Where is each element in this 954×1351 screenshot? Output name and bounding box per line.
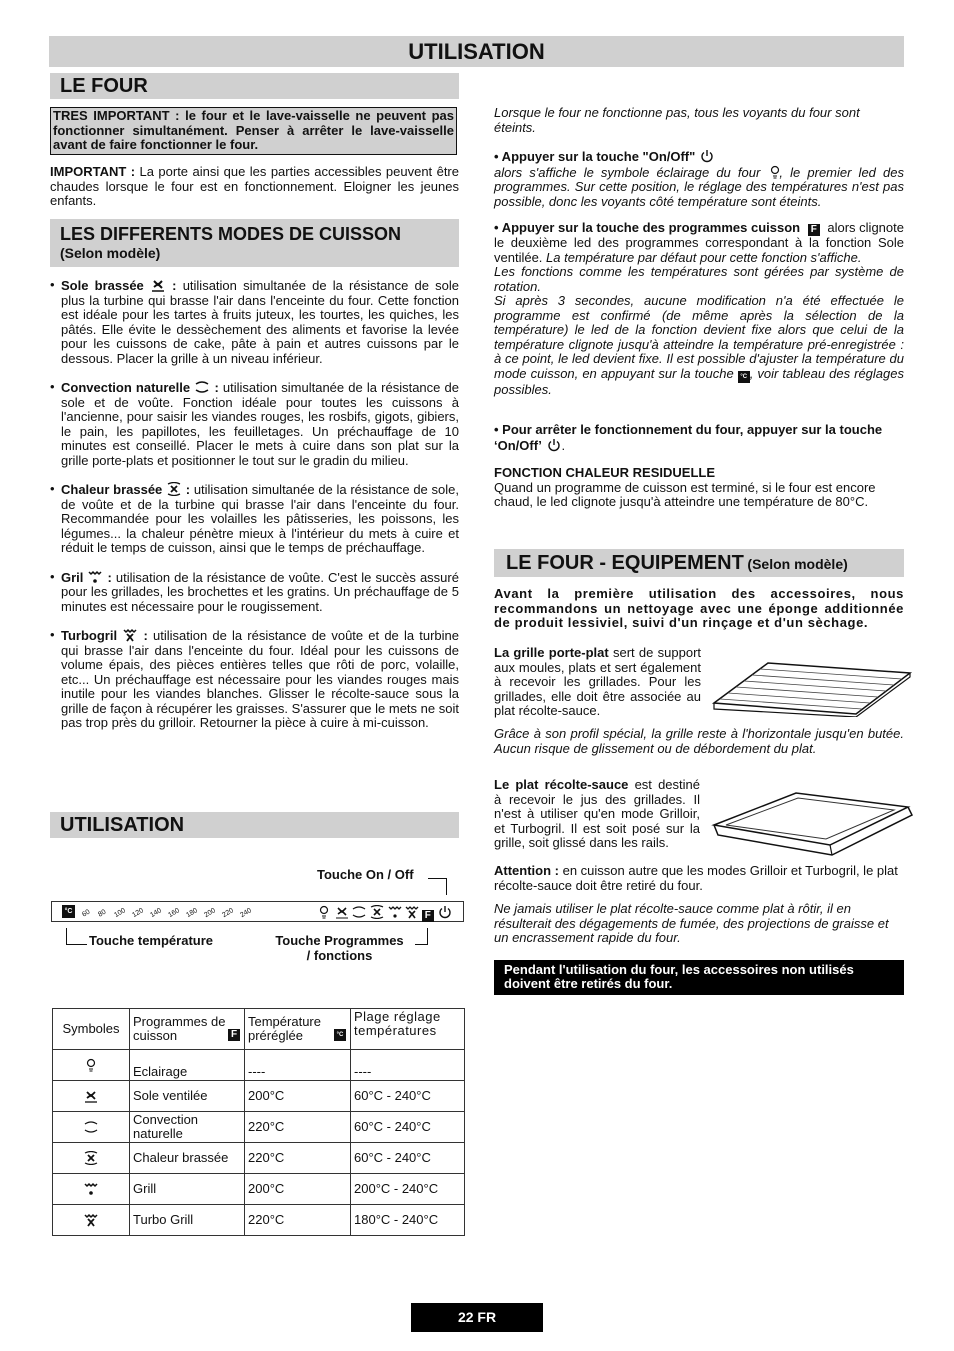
temp-cell: 200°C (245, 1174, 351, 1205)
sole-ventilee-icon (334, 905, 348, 919)
temp-cell: 220°C (245, 1143, 351, 1174)
temp-140: 140 (149, 907, 163, 920)
bullet: • (50, 277, 55, 292)
attention-paragraph (494, 864, 904, 893)
header-symboles: Symboles (53, 1009, 130, 1050)
residuelle-block (494, 466, 904, 510)
header-temperature (245, 1009, 351, 1050)
temp-160: 160 (167, 907, 181, 920)
attention-label: Attention : (494, 863, 559, 878)
onoff-text-a: alors s'affiche le symbole éclairage du four (494, 164, 761, 180)
stop-end: . (561, 437, 566, 453)
symbol-cell (53, 1050, 130, 1081)
prog-cell: Convection naturelle (130, 1112, 245, 1143)
mode-chaleur-brassee: • Chaleur brassée : utilisation simultanée de la résistance de sole, de voûte et de la turbine qui brasse l'air dans l'enceinte du four. Recommandée pour les volailles les pâtisseries, les poissons, les légumes... la chaleur pénètre mieux à l'intérieur du mets à cuire et réduit le temps de cuisson, ainsi que le temps de préchauffage. (50, 481, 459, 555)
mode-text: utilisation de la résistance de voûte et de la turbine qui brasse l'air dans l'enceinte du four. Idéal pour les cuissons de volume épais, des pièces entières telles que rôti de porc, volaille, etc... Un préchauffage est nécessaire pour les viandes rouges mais inutile pour les viandes blanches. Glisser le récolte-sauce sous la grille de façon à récupérer les graisses. S'assurer que le mets ne soit pas trop près du grilloir. Retourner la pièce à cuire à mi-cuisson. (61, 628, 459, 730)
intro-paragraph: Lorsque le four ne fonctionne pas, tous les voyants du four sont éteints. (494, 105, 860, 135)
program-icons (316, 905, 451, 919)
convection-icon (351, 905, 365, 919)
le-four-title: LE FOUR (50, 73, 459, 99)
programmes-pointer (415, 928, 428, 945)
onoff-paragraph (494, 149, 904, 209)
bullet: • (50, 568, 55, 584)
turbo-grill-icon (404, 905, 418, 919)
important-paragraph (50, 165, 459, 209)
attention-text: en cuisson autre que les modes Grilloir et Turbogril, le plat récolte-sauce doit être retiré du four. (494, 863, 898, 893)
table-row (53, 1050, 465, 1081)
table-row (53, 1112, 465, 1143)
lamp-icon (83, 1058, 99, 1072)
equipement-title-box (494, 549, 904, 577)
prog-italic-2: Les fonctions comme les températures sont gérées par système de rotation. (494, 264, 904, 294)
grille-illustration (708, 659, 913, 717)
stop-instruction: • Pour arrêter le fonctionnement du four, appuyer sur la touche ‘On/Off’ (494, 422, 883, 453)
range-cell: 60°C - 240°C (351, 1081, 465, 1112)
plat-label: Le plat récolte-sauce (494, 777, 629, 792)
temp-60: 60 (81, 908, 92, 919)
residuelle-title: FONCTION CHALEUR RESIDUELLE (494, 465, 715, 480)
equipement-subtitle: (Selon modèle) (747, 556, 848, 572)
grill-icon (83, 1182, 99, 1196)
symbol-cell (53, 1081, 130, 1112)
mode-convection: • Convection naturelle : utilisation simultanée de la résistance de sole et de voûte. Fonction idéale pour toutes les cuissons à l'ancienne, pour saisir les viandes rouges, les rosbifs, gigots, gibiers, le pain, les papillotes, les feuilletages. Un préchauffage de 10 minutes est conseillé. Placer le mets à cuire dans son plat sur la grille porte-plats et positionner le tout sur le gradin du milieu. (50, 379, 459, 468)
prog-cell: Grill (130, 1174, 245, 1205)
range-cell: 60°C - 240°C (351, 1112, 465, 1143)
plat-text: est destiné à recevoir le jus des grillades. Il n'est à utiliser qu'en mode Grilloir, et Turbogril. Il est soit posé sur la grille, soit glissé dans les rails. (494, 777, 700, 850)
temp-220: 220 (221, 907, 235, 920)
mode-name: Chaleur brassée (61, 482, 163, 497)
mode-text: utilisation simultanée de la résistance de sole et de voûte. Fonction idéale pour toutes les cuissons à l'ancienne, pour saisir les viandes rouges, les rosbifs, gigots, gibiers, le pain, les papillotes, les feuilletages. Un préchauffage de 10 minutes est conseillé. Placer le mets à cuire dans son plat sur la grille porte-plats et positionner le tout sur le gradin du milieu. (61, 380, 459, 468)
prog-cell: Eclairage (130, 1050, 245, 1081)
table-row (53, 1205, 465, 1236)
symbol-cell (53, 1112, 130, 1143)
plat-illustration (708, 789, 913, 859)
residuelle-text: Quand un programme de cuisson est terminé, si le four est encore chaud, le led clignote jusqu'à atteindre une température de 80°C. (494, 479, 876, 509)
grille-italic: Grâce à son profil spécial, la grille reste à l'horizontale jusqu'en butée. Aucun risque de glissement ou de débordement du plat. (494, 726, 904, 756)
bullet: • (50, 481, 55, 496)
onoff-text-b: , le premier led des programmes. Sur cette position, le réglage des températures n'est pas possible, donc les voyants côté température sont éteints. (494, 164, 904, 209)
modes-title: LES DIFFERENTS MODES DE CUISSON (60, 224, 402, 244)
table-row (53, 1174, 465, 1205)
range-cell: ---- (351, 1050, 465, 1081)
temperature-key-icon: °C (334, 1029, 346, 1041)
mode-sole-brassee: • Sole brassée : utilisation simultanée de la résistance de sole plus la turbine qui brasse l'air dans l'enceinte du four. Cette fonction est idéale pour les tartes à fruits juteux, les tourtes, les quiches, les pâtés. Elle évite le dessèchement des aliments et favorise la levée pour les cuissons de cake, pâte à pain et autres cuissons par le dessous. Placer la grille à un niveau inférieur. (50, 277, 459, 366)
prog-cell: Turbo Grill (130, 1205, 245, 1236)
temp-cell: 200°C (245, 1081, 351, 1112)
sole-brassee-icon (150, 278, 166, 292)
tres-important-box: TRES IMPORTANT : le four et le lave-vaisselle ne peuvent pas fonctionner simultanément. Penser à arrêter le lave-vaisselle avant de faire fonctionner le four. (50, 107, 457, 155)
important-text: La porte ainsi que les parties accessibles peuvent être chaudes lorsque le four est en fonctionnement. Eloigner les jeunes enfants. (50, 164, 459, 208)
power-icon[interactable] (437, 905, 451, 919)
chaleur-brassee-icon (369, 905, 383, 919)
mode-gril: • Gril : utilisation de la résistance de voûte. C'est le succès assuré pour les grillades, les brochettes et les gratins. Un préchauffage de 5 minutes est nécessaire pour le rougissement. (50, 568, 459, 614)
touche-programmes-line1: Touche Programmes (275, 933, 404, 948)
header-plage: Plage réglage températures (351, 1009, 465, 1050)
plat-paragraph (494, 778, 700, 851)
onoff-instruction: • Appuyer sur la touche "On/Off" (494, 149, 696, 164)
prog-italic-4: , voir tableau des réglages possibles. (494, 365, 904, 397)
range-cell: 200°C - 240°C (351, 1174, 465, 1205)
table-row (53, 1081, 465, 1112)
convection-icon (194, 380, 210, 394)
temperature-pointer (66, 928, 87, 945)
header-programmes (130, 1009, 245, 1050)
page-number: 22 FR (411, 1303, 543, 1332)
header-programmes-text: Programmes de cuisson (133, 1014, 226, 1043)
program-key-icon: F (228, 1029, 240, 1041)
temp-cell: 220°C (245, 1112, 351, 1143)
onoff-pointer (428, 878, 447, 895)
range-cell: 60°C - 240°C (351, 1143, 465, 1174)
equipement-title: LE FOUR - EQUIPEMENT (506, 552, 744, 574)
temp-180: 180 (185, 907, 199, 920)
bullet: • (50, 627, 55, 642)
programs-table (52, 1008, 465, 1236)
important-label: IMPORTANT : (50, 164, 136, 179)
mode-text: utilisation simultanée de la résistance de sole, de voûte et de la turbine qui brasse l'air dans l'enceinte du four. Recommandée pour les volailles les pâtisseries, les poissons, les légumes... la chaleur pénètre mieux à l'intérieur du mets à cuire et réduit le temps de cuisson, ainsi que le temps de préchauffage. (61, 482, 459, 555)
mode-text: utilisation de la résistance de voûte. C'est le succès assuré pour les grillades, les brochettes et les gratins. Un préchauffage de 5 minutes est nécessaire pour le rougissement. (61, 569, 459, 614)
program-key-icon: F (808, 224, 820, 236)
program-key-icon[interactable]: F (422, 910, 434, 922)
modes-list (50, 278, 459, 745)
temp-100: 100 (113, 907, 127, 920)
grille-text: sert de support aux moules, plats et sert également à recevoir les grillades. Pour les grillades, elle doit être associée au plat récolte-sauce. (494, 645, 702, 718)
symbol-cell (53, 1174, 130, 1205)
touche-onoff-label: Touche On / Off (317, 867, 414, 882)
page-title: UTILISATION (49, 36, 904, 67)
jamais-paragraph: Ne jamais utiliser le plat récolte-sauce comme plat à rôtir, il en résulterait des dégagements de fumée, des projections de graisse et un encrassement rapide du four. (494, 901, 889, 945)
temp-120: 120 (131, 907, 145, 920)
prog-italic: La température par défaut pour cette fonction s'affiche. (542, 249, 862, 265)
temp-cell: ---- (245, 1050, 351, 1081)
bullet: • (50, 379, 55, 394)
mode-turbogril: • Turbogril : utilisation de la résistance de voûte et de la turbine qui brasse l'air dans l'enceinte du four. Idéal pour les cuissons de volume épais, des pièces entières telles que rôti de porc, volaille, etc... Un préchauffage est nécessaire pour les viandes rouges mais inutile pour les viandes blanches. Glisser le récolte-sauce sous la grille de façon à récupérer les graisses. S'assurer que le mets ne soit pas trop près du grilloir. Retourner la pièce à cuire à mi-cuisson. (50, 627, 459, 730)
temperature-scale (82, 904, 262, 920)
pendant-box: Pendant l'utilisation du four, les accessoires non utilisés doivent être retirés du four. (494, 960, 904, 995)
temp-240: 240 (239, 907, 253, 920)
stop-paragraph (494, 423, 904, 453)
mode-name: Turbogril (61, 628, 118, 643)
power-icon (699, 149, 715, 163)
table-row (53, 1143, 465, 1174)
symbol-cell (53, 1143, 130, 1174)
prog-italic-3 (494, 294, 904, 397)
prog-cell: Chaleur brassée (130, 1143, 245, 1174)
temp-200: 200 (203, 907, 217, 920)
range-cell: 180°C - 240°C (351, 1205, 465, 1236)
table-header-row (53, 1009, 465, 1050)
power-icon (546, 438, 562, 452)
mode-name: Sole brassée (61, 278, 144, 293)
temperature-key-icon[interactable]: °C (62, 905, 75, 918)
temp-cell: 220°C (245, 1205, 351, 1236)
lamp-icon (316, 905, 330, 919)
equipement-intro: Avant la première utilisation des accessoires, nous recommandons un nettoyage avec une éponge additionnée de produit lessiviel, suivi d'un rinçage et d'un sèchage. (494, 586, 904, 630)
modes-subtitle: (Selon modèle) (60, 245, 161, 261)
utilisation-title: UTILISATION (50, 812, 459, 838)
touche-programmes-label (262, 934, 417, 963)
chaleur-brassee-icon (83, 1151, 99, 1165)
control-panel (51, 901, 464, 922)
header-temperature-text: Température préréglée (248, 1014, 321, 1043)
prog-italic-3-text: Si après 3 secondes, aucune modification n'a été effectuée le programme est confirmé (de même après la sélection de la température) le led de la fonction devient fixe alors que celui de la température clignote jusqu'à atteindre la température pré-enregistrée : à ce point, le led devient fixe. Il est possible d'ajuster la température du mode cuisson, en appuyant sur la touche (494, 293, 904, 381)
onoff-details (494, 165, 904, 210)
modes-title-box (50, 219, 459, 267)
prog-instruction: • Appuyer sur la touche des programmes cuisson (494, 220, 801, 235)
programmes-paragraph (494, 221, 904, 397)
temp-80: 80 (97, 908, 108, 919)
convection-icon (83, 1120, 99, 1134)
turbo-grill-icon (83, 1213, 99, 1227)
turbogril-icon (122, 628, 138, 642)
grille-paragraph (494, 646, 701, 719)
grill-icon (387, 905, 401, 919)
symbol-cell (53, 1205, 130, 1236)
grill-icon (87, 570, 103, 584)
prog-text: alors clignote le deuxième led des programmes correspondant à la fonction Sole ventilée. (494, 220, 904, 265)
lamp-icon (767, 165, 779, 179)
prog-cell: Sole ventilée (130, 1081, 245, 1112)
temperature-key-icon: °C (738, 371, 750, 383)
sole-ventilee-icon (83, 1089, 99, 1103)
grille-label: La grille porte-plat (494, 645, 609, 660)
mode-name: Convection naturelle (61, 380, 191, 395)
chaleur-brassee-icon (166, 482, 182, 496)
touche-programmes-line2: / fonctions (306, 947, 373, 963)
mode-name: Gril (61, 569, 84, 585)
touche-temperature-label: Touche température (89, 933, 214, 948)
mode-text: utilisation simultanée de la résistance de sole plus la turbine qui brasse l'air dans l'enceinte du four. Cette fonction est idéale pour les tartes à fruits juteux, les tourtes, les quiches, les pâtés. Elle évite le dessèchement des aliments et favorise la levée pour les cuissons de cake, pâte à pain et autres cuissons par le dessous. Placer la grille à un niveau inférieur. (61, 278, 459, 366)
